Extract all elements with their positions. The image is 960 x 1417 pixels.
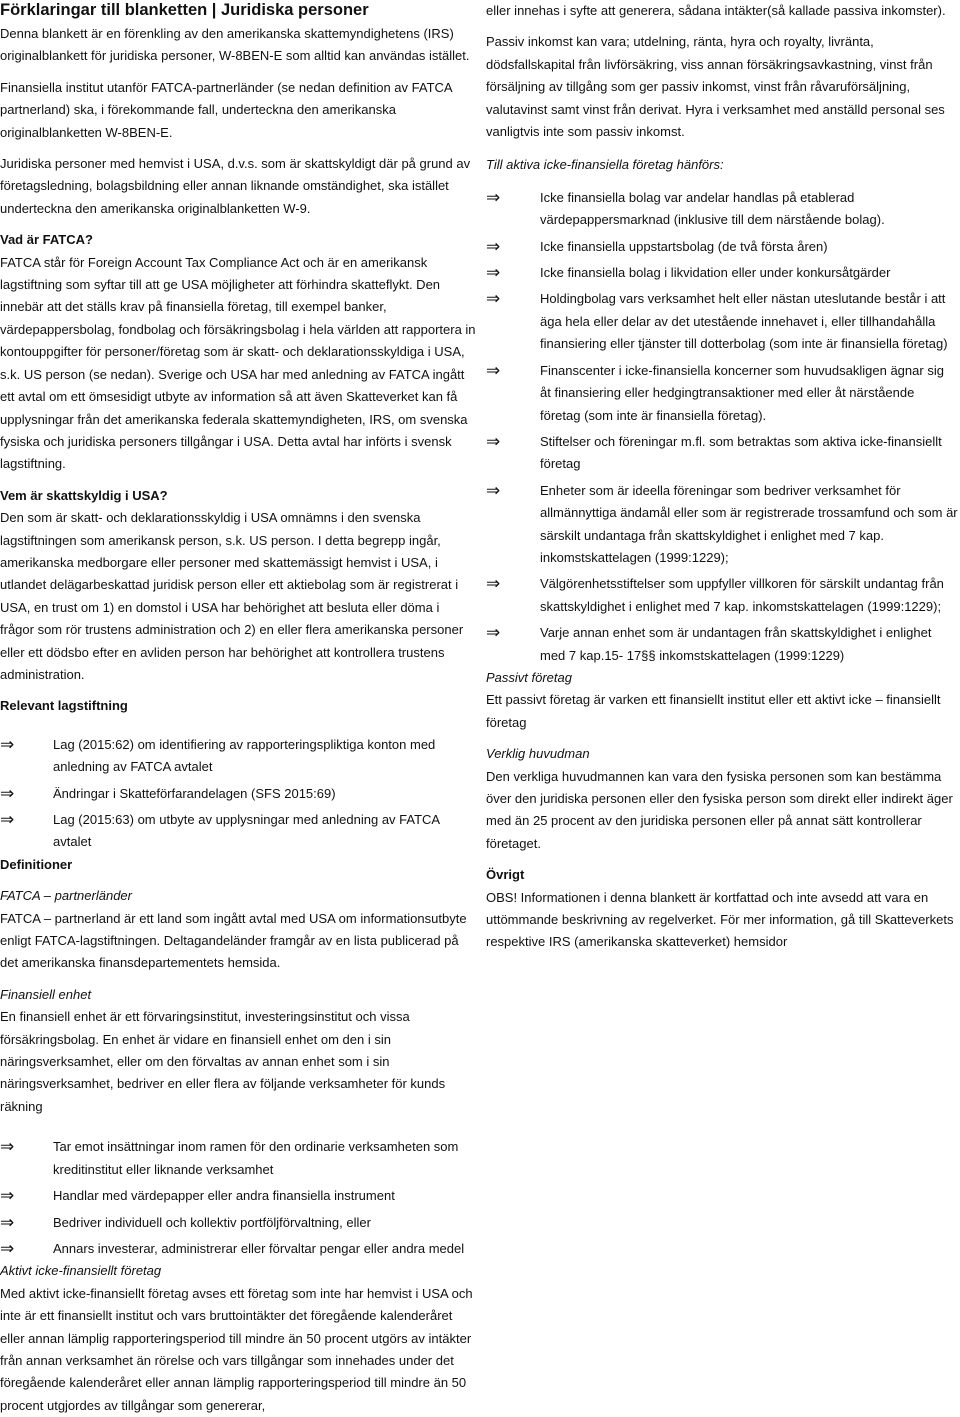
intro-paragraph-3: Juridiska personer med hemvist i USA, d.v.s. som är skattskyldigt där på grund av företagsledning, bolagsbildning eller annan liknande omständighet, ska istället underteckna den amerikanska originalblanketten W-9.	[0, 156, 471, 216]
list-item-text: Bedriver individuell och kollektiv portföljförvaltning, eller	[53, 1214, 371, 1230]
fatca-paragraph: FATCA står för Foreign Account Tax Compliance Act och är en amerikansk lagstiftning som syftar till att ge USA möjligheter att förhindra skatteflykt. Den innebär att det ställs krav på finansiella företag, till exempel banker, värdepappersbolag, fondbolag och försäkringsbolag i hela världen att rapportera in kontouppgifter för personer/företag som är skatt- och deklarationsskyldiga i USA, s.k. US person (se nedan). Sverige och USA har med anledning av FATCA ingått ett avtal om ett ömsesidigt utbyte av information så att även Skatteverket kan få upplysningar från det amerikanska federala skattemyndigheten, IRS, om svenska fysiska och juridiska personers tillgångar i USA. Detta avtal har införts i svensk lagstiftning.	[0, 254, 476, 472]
finansiell-enhet-heading: Finansiell enhet	[0, 986, 92, 1002]
list-item-text: Handlar med värdepapper eller andra finansiella instrument	[53, 1188, 395, 1204]
finansiell-list	[0, 1136, 476, 1260]
arrow-icon: ⇒	[0, 1238, 15, 1258]
hanfors-heading: Till aktiva icke-finansiella företag hänförs:	[486, 157, 724, 173]
intro-paragraph-1: Denna blankett är en förenkling av den amerikanska skattemyndighetens (IRS) originalblankett för juridiska personer, W-8BEN-E som alltid kan användas istället.	[0, 26, 470, 64]
list-item	[486, 480, 958, 570]
continuation-paragraph: eller innehas i syfte att generera, sådana intäkter(så kallade passiva inkomster).	[486, 3, 946, 18]
skattskyldig-heading: Vem är skattskyldig i USA?	[0, 487, 168, 503]
ovrigt-paragraph: OBS! Informationen i denna blankett är kortfattad och inte avsedd att vara en uttömmande beskrivning av regelverket. För mer information, gå till Skatteverkets respektive IRS (amerikanska skatteverket) hemsidor	[486, 889, 954, 950]
arrow-icon: ⇒	[0, 734, 15, 754]
arrow-icon: ⇒	[486, 480, 501, 500]
left-column	[0, 0, 476, 1417]
list-item-text: Icke finansiella uppstartsbolag (de två första åren)	[540, 238, 828, 254]
list-item-text: Annars investerar, administrerar eller förvaltar pengar eller andra medel	[53, 1240, 465, 1256]
arrow-icon: ⇒	[486, 289, 501, 309]
list-item-text: Icke finansiella bolag var andelar handlas på etablerad värdepappersmarknad (inklusive till dem närstående bolag).	[540, 189, 885, 228]
list-item-text: Varje annan enhet som är undantagen från skattskyldighet i enlighet med 7 kap.15- 17§§ inkomstskattelagen (1999:1229)	[540, 625, 932, 663]
passiv-inkomst-paragraph: Passiv inkomst kan vara; utdelning, ränta, hyra och royalty, livränta, dödsfallskapital från livförsäkring, viss annan försäkringsavkastning, vinst från försäljning av tillgång som ger passiv inkomst, vinst från råvaruförsäljning, valutavinst samt vinst från derivat. Hyra i verksamhet med anställd personal ses vanligtvis inte som passiv inkomst.	[486, 34, 945, 140]
lagstiftning-list	[0, 734, 476, 854]
passivt-heading: Passivt företag	[486, 669, 572, 685]
intro-paragraph-2: Finansiella institut utanför FATCA-partnerländer (se nedan definition av FATCA partnerland) ska, i förekommande fall, underteckna den amerikanska originalblanketten W-8BEN-E.	[0, 79, 452, 140]
list-item-text: Välgörenhetsstiftelser som uppfyller villkoren för särskilt undantag från skattskyldighet i enlighet med 7 kap. inkomstskattelagen (1999:1229);	[540, 576, 944, 614]
list-item	[486, 187, 958, 232]
list-item	[0, 809, 476, 854]
list-item	[486, 622, 958, 667]
list-item	[486, 288, 958, 355]
skattskyldig-paragraph: Den som är skatt- och deklarationsskyldig i USA omnämns i den svenska lagstiftningen som amerikansk person, s.k. US person. I detta begrepp ingår, amerikanska medborgare eller personer med skattemässigt hemvist i USA, i utlandet delägarbeskattad juridisk person eller ett aktiebolag som är registrerat i USA, en trust om 1) en domstol i USA har behörighet att besluta eller döma i frågor som rör trustens administration och 2) en eller flera amerikanska personer eller ett dödsbo efter en avliden person har behörighet att kontrollera trustens administration.	[0, 510, 464, 682]
list-item-text: Holdingbolag vars verksamhet helt eller nästan uteslutande består i att äga hela eller delar av det utestående innehavet i, eller tillhandahålla finansiering eller tjänster till dotterbolag (som inte är finansiella företag)	[540, 291, 948, 352]
page-title: Förklaringar till blanketten | Juridiska personer	[0, 1, 369, 19]
arrow-icon: ⇒	[486, 236, 501, 256]
right-column	[486, 0, 958, 954]
list-item-text: Tar emot insättningar inom ramen för den ordinarie verksamheten som kreditinstitut eller liknande verksamhet	[53, 1139, 459, 1177]
lagstiftning-heading: Relevant lagstiftning	[0, 698, 128, 714]
list-item-text: Stiftelser och föreningar m.fl. som betraktas som aktiva icke-finansiellt företag	[540, 433, 942, 472]
arrow-icon: ⇒	[0, 1186, 15, 1206]
partnerland-heading: FATCA – partnerländer	[0, 888, 132, 904]
partnerland-paragraph: FATCA – partnerland är ett land som ingått avtal med USA om informationsutbyte enligt FATCA-lagstiftningen. Deltagandeländer framgår av en lista publicerad på det amerikanska finansdepartementets hemsida.	[0, 910, 467, 971]
list-item	[0, 734, 476, 779]
list-item	[486, 431, 958, 476]
arrow-icon: ⇒	[486, 574, 501, 594]
list-item	[486, 573, 958, 618]
aktivt-paragraph: Med aktivt icke-finansiellt företag avses ett företag som inte har hemvist i USA och inte är ett finansiellt institut och vars bruttointäkter det föregående kalenderåret eller annan lämplig rapporteringsperiod till mindre än 50 procent utgörs av intäkter från annan verksamhet än rörelse och vars tillgångar som innehades under det föregående kalenderåret eller annan lämplig rapporteringsperiod till mindre än 50 procent utgjordes av tillgångar som genererar,	[0, 1285, 473, 1413]
list-item-text: Lag (2015:62) om identifiering av rapporteringspliktiga konton med anledning av FATCA avtalet	[53, 736, 436, 775]
arrow-icon: ⇒	[486, 360, 501, 380]
list-item	[486, 360, 958, 427]
list-item	[486, 236, 958, 258]
list-item-text: Finanscenter i icke-finansiella koncerner som huvudsakligen ägnar sig åt finansiering eller hedgingtransaktioner med eller åt närstående företag (som inte är finansiella företag).	[540, 362, 944, 423]
list-item	[0, 1185, 476, 1207]
ovrigt-heading: Övrigt	[486, 867, 525, 883]
verklig-huvudman-heading: Verklig huvudman	[486, 746, 590, 762]
arrow-icon: ⇒	[0, 1137, 15, 1157]
arrow-icon: ⇒	[486, 623, 501, 643]
list-item-text: Icke finansiella bolag i likvidation eller under konkursåtgärder	[540, 265, 891, 281]
aktivt-heading: Aktivt icke-finansiellt företag	[0, 1263, 162, 1279]
list-item	[0, 1136, 476, 1181]
definitioner-heading: Definitioner	[0, 856, 73, 872]
list-item	[0, 1212, 476, 1234]
list-item	[0, 783, 476, 805]
list-item	[0, 1238, 476, 1260]
finansiell-enhet-paragraph: En finansiell enhet är ett förvaringsinstitut, investeringsinstitut och vissa försäkringsbolag. En enhet är vidare en finansiell enhet om den i sin näringsverksamhet, eller om den förvaltas av annan enhet som i sin näringsverksamhet, bedriver en eller flera av följande verksamheter för kunds räkning	[0, 1009, 446, 1114]
verklig-huvudman-paragraph: Den verkliga huvudmannen kan vara den fysiska personen som kan bestämma över den juridiska personen eller den fysiska person som direkt eller indirekt äger med än 25 procent av den juridiska personen eller på annat sätt kontrollerar företaget.	[486, 768, 953, 851]
arrow-icon: ⇒	[0, 810, 15, 829]
list-item-text: Enheter som är ideella föreningar som bedriver verksamhet för allmännyttiga ändamål eller som är registrerade trossamfund och som är särskilt undantaga från skattskyldighet i enlighet med 7 kap. inkomstskattelagen (1999:1229);	[540, 482, 958, 565]
list-item-text: Ändringar i Skatteförfarandelagen (SFS 2015:69)	[53, 785, 336, 801]
passivt-paragraph: Ett passivt företag är varken ett finansiellt institut eller ett aktivt icke – finansiellt företag	[486, 692, 941, 730]
arrow-icon: ⇒	[486, 187, 501, 207]
arrow-icon: ⇒	[486, 431, 501, 451]
fatca-heading: Vad är FATCA?	[0, 232, 93, 248]
list-item-text: Lag (2015:63) om utbyte av upplysningar med anledning av FATCA avtalet	[53, 812, 440, 850]
list-item	[486, 262, 958, 284]
hanfors-list	[486, 187, 958, 667]
arrow-icon: ⇒	[0, 1212, 15, 1232]
arrow-icon: ⇒	[0, 783, 15, 803]
arrow-icon: ⇒	[486, 263, 501, 283]
